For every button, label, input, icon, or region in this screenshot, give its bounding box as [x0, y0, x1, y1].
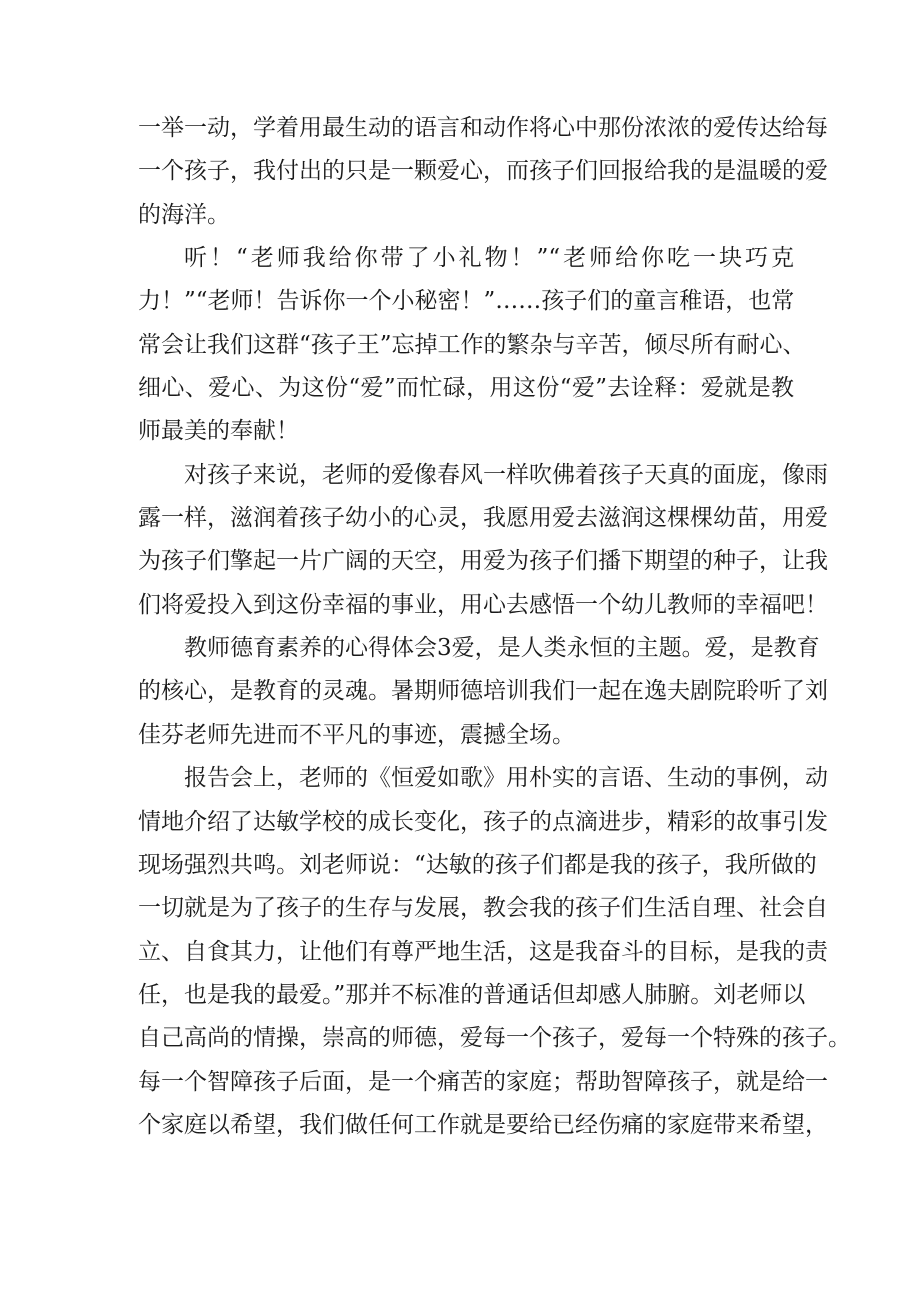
text-line: 立、自食其力，让他们有尊严地生活，这是我奋斗的目标，是我的责 — [138, 938, 828, 965]
text-line: 佳芬老师先进而不平凡的事迹，震撼全场。 — [138, 721, 575, 748]
text-line: 为孩子们擎起一片广阔的天空，用爱为孩子们播下期望的种子，让我 — [138, 548, 828, 575]
text-line: 一举一动，学着用最生动的语言和动作将心中那份浓浓的爱传达给每 — [138, 115, 828, 141]
text-line: 们将爱投入到这份幸福的事业，用心去感悟一个幼儿教师的幸福吧！ — [138, 591, 828, 618]
text-line: 的海洋。 — [138, 201, 230, 228]
paragraph-start-line: 报告会上，老师的《恒爱如歌》用朴实的言语、生动的事例，动 — [184, 765, 828, 792]
text-line: 每一个智障孩子后面，是一个痛苦的家庭；帮助智障孩子，就是给一 — [138, 1068, 828, 1095]
paragraph-start-line: 教师德育素养的心得体会3爱，是人类永恒的主题。爱，是教育 — [184, 635, 820, 662]
text-line: 细心、爱心、为这份“爱”而忙碌，用这份“爱”去诠释：爱就是教 — [138, 375, 794, 402]
text-line: 的核心，是教育的灵魂。暑期师德培训我们一起在逸夫剧院聆听了刘 — [138, 678, 828, 705]
text-line: 师最美的奉献！ — [138, 418, 299, 445]
paragraph-start-line: 听！“老师我给你带了小礼物！”“老师给你吃一块巧克 — [184, 245, 794, 272]
text-line: 个家庭以希望，我们做任何工作就是要给已经伤痛的家庭带来希望， — [138, 1111, 828, 1138]
text-line: 一个孩子，我付出的只是一颗爱心，而孩子们回报给我的是温暖的爱 — [138, 158, 828, 185]
body-text — [138, 111, 851, 1151]
text-line: 自己高尚的情操，崇高的师德，爱每一个孩子，爱每一个特殊的孩子。 — [138, 1025, 851, 1052]
text-line: 常会让我们这群“孩子王”忘掉工作的繁杂与辛苦，倾尽所有耐心、 — [138, 331, 806, 358]
text-line: 任，也是我的最爱。”那并不标准的普通话但却感人肺腑。刘老师以 — [138, 981, 806, 1008]
paragraph-start-line: 对孩子来说，老师的爱像春风一样吹佛着孩子天真的面庞，像雨 — [184, 461, 828, 488]
text-line: 情地介绍了达敏学校的成长变化，孩子的点滴进步，精彩的故事引发 — [138, 808, 828, 835]
text-line: 力！”“老师！告诉你一个小秘密！”……孩子们的童言稚语，也常 — [138, 288, 795, 315]
text-line: 露一样，滋润着孩子幼小的心灵，我愿用爱去滋润这棵棵幼苗，用爱 — [138, 505, 828, 532]
text-line: 现场强烈共鸣。刘老师说：“达敏的孩子们都是我的孩子，我所做的 — [138, 851, 817, 878]
text-line: 一切就是为了孩子的生存与发展，教会我的孩子们生活自理、社会自 — [138, 895, 828, 922]
